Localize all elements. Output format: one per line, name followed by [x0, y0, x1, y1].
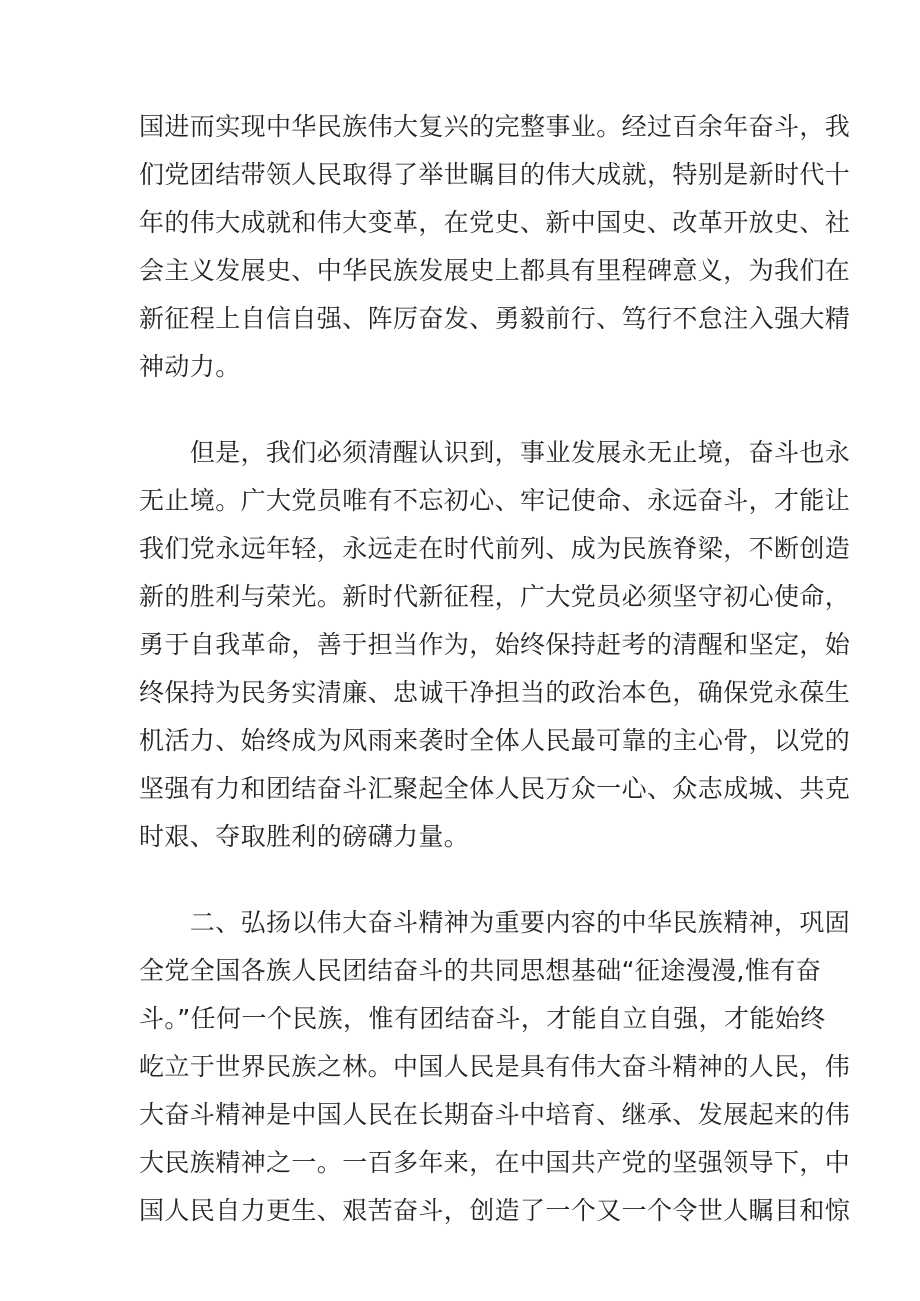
text-line: 终保持为民务实清廉、忠诚干净担当的政治本色，确保党永葆生 [139, 678, 851, 707]
text-line: 机活力、始终成为风雨来袭时全体人民最可靠的主心骨，以党的 [139, 726, 851, 755]
text-line: 无止境。广大党员唯有不忘初心、牢记使命、永远奋斗，才能让 [139, 486, 851, 515]
text-line: 坚强有力和团结奋斗汇聚起全体人民万众一心、众志成城、共克 [139, 774, 851, 803]
text-line: 斗。”任何一个民族，惟有团结奋斗，才能自立自强，才能始终 [139, 1004, 826, 1033]
text-line: 屹立于世界民族之林。中国人民是具有伟大奋斗精神的人民，伟 [139, 1052, 851, 1081]
text-line: 大奋斗精神是中国人民在长期奋斗中培育、继承、发展起来的伟 [139, 1100, 851, 1129]
text-line: 但是，我们必须清醒认识到，事业发展永无止境，奋斗也永 [139, 438, 851, 467]
text-line: 二、弘扬以伟大奋斗精神为重要内容的中华民族精神，巩固 [139, 908, 851, 937]
document-body [139, 103, 851, 1235]
text-line: 们党团结带领人民取得了举世瞩目的伟大成就，特别是新时代十 [139, 160, 851, 189]
text-line: 新的胜利与荣光。新时代新征程，广大党员必须坚守初心使命， [139, 582, 851, 611]
text-line: 大民族精神之一。一百多年来，在中国共产党的坚强领导下，中 [139, 1148, 851, 1177]
text-line: 国人民自力更生、艰苦奋斗，创造了一个又一个令世人瞩目和惊 [139, 1196, 851, 1225]
text-line: 我们党永远年轻，永远走在时代前列、成为民族脊梁，不断创造 [139, 534, 851, 563]
text-line: 时艰、夺取胜利的磅礴力量。 [139, 822, 470, 851]
text-line: 年的伟大成就和伟大变革，在党史、新中国史、改革开放史、社 [139, 208, 851, 237]
text-line: 勇于自我革命，善于担当作为，始终保持赶考的清醒和坚定，始 [139, 630, 851, 659]
text-line: 会主义发展史、中华民族发展史上都具有里程碑意义，为我们在 [139, 256, 851, 285]
paragraph-1 [139, 103, 851, 391]
paragraph-2 [139, 429, 851, 861]
text-line: 全党全国各族人民团结奋斗的共同思想基础“征途漫漫,惟有奋 [139, 956, 822, 985]
text-line: 国进而实现中华民族伟大复兴的完整事业。经过百余年奋斗，我 [139, 112, 851, 141]
paragraph-3 [139, 899, 851, 1235]
text-line: 新征程上自信自强、阵厉奋发、勇毅前行、笃行不怠注入强大精 [139, 304, 851, 333]
text-line: 神动力。 [139, 352, 241, 381]
